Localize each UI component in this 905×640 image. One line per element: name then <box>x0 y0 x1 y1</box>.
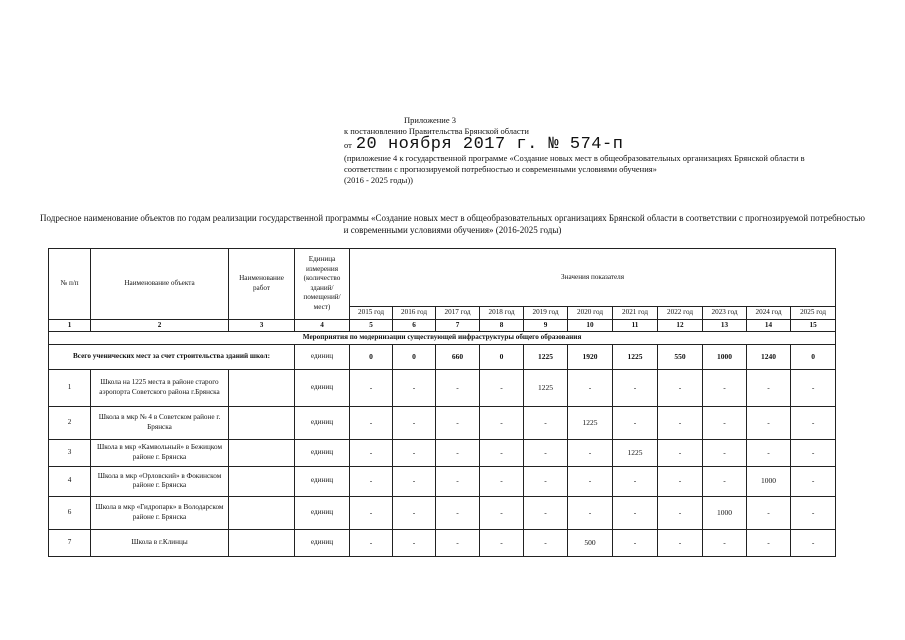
row-value-3: - <box>436 406 480 439</box>
total-value-9: 1000 <box>703 344 747 369</box>
row-value-11: - <box>791 496 836 529</box>
row-number: 6 <box>49 496 91 529</box>
total-value-5: 1225 <box>524 344 568 369</box>
row-value-5: - <box>524 439 568 466</box>
row-value-2: - <box>393 466 436 496</box>
row-value-9: - <box>703 369 747 406</box>
row-value-6: - <box>568 496 613 529</box>
table-row <box>49 529 836 556</box>
row-value-7: - <box>613 369 658 406</box>
row-value-4: - <box>480 439 524 466</box>
index-cell-9: 9 <box>524 319 568 332</box>
index-cell-13: 13 <box>703 319 747 332</box>
index-cell-1: 1 <box>49 319 91 332</box>
row-value-4: - <box>480 406 524 439</box>
row-unit: единиц <box>295 369 350 406</box>
section-title: Мероприятия по модернизации существующей инфраструктуры общего образования <box>49 332 836 345</box>
row-number: 2 <box>49 406 91 439</box>
total-value-2: 0 <box>393 344 436 369</box>
index-cell-2: 2 <box>91 319 229 332</box>
row-value-9: - <box>703 406 747 439</box>
row-value-9: - <box>703 439 747 466</box>
appendix-from-label: от <box>344 140 352 150</box>
header-object: Наименование объекта <box>91 249 229 320</box>
row-value-9: - <box>703 529 747 556</box>
appendix-date-number: 20 ноября 2017 г. № 574-п <box>355 135 624 154</box>
row-number: 1 <box>49 369 91 406</box>
row-value-10: - <box>747 406 791 439</box>
row-value-4: - <box>480 529 524 556</box>
total-value-4: 0 <box>480 344 524 369</box>
index-cell-15: 15 <box>791 319 836 332</box>
row-value-1: - <box>350 496 393 529</box>
row-value-3: - <box>436 466 480 496</box>
row-value-11: - <box>791 529 836 556</box>
year-header-9: 2023 год <box>703 307 747 320</box>
row-value-3: - <box>436 529 480 556</box>
row-object-name: Школа в мкр № 4 в Советском районе г. Брянска <box>91 406 229 439</box>
index-cell-5: 5 <box>350 319 393 332</box>
header-works: Наименование работ <box>229 249 295 320</box>
objects-table <box>48 248 836 557</box>
row-value-1: - <box>350 406 393 439</box>
row-value-9: 1000 <box>703 496 747 529</box>
row-works <box>229 466 295 496</box>
row-works <box>229 439 295 466</box>
index-row <box>49 319 836 332</box>
year-header-2: 2016 год <box>393 307 436 320</box>
section-row <box>49 332 836 345</box>
total-label: Всего ученических мест за счет строительства зданий школ: <box>49 344 295 369</box>
row-value-11: - <box>791 466 836 496</box>
row-value-1: - <box>350 529 393 556</box>
row-value-8: - <box>658 466 703 496</box>
row-value-6: 1225 <box>568 406 613 439</box>
row-value-7: 1225 <box>613 439 658 466</box>
year-header-3: 2017 год <box>436 307 480 320</box>
row-value-1: - <box>350 439 393 466</box>
total-value-8: 550 <box>658 344 703 369</box>
row-works <box>229 496 295 529</box>
header-values: Значения показателя <box>350 249 836 307</box>
row-value-6: - <box>568 466 613 496</box>
row-value-5: - <box>524 496 568 529</box>
appendix-block <box>344 115 834 186</box>
appendix-years-line: (2016 - 2025 годы)) <box>344 175 414 185</box>
row-value-4: - <box>480 369 524 406</box>
row-value-7: - <box>613 496 658 529</box>
year-header-4: 2018 год <box>480 307 524 320</box>
row-value-10: - <box>747 496 791 529</box>
year-header-10: 2024 год <box>747 307 791 320</box>
row-value-11: - <box>791 439 836 466</box>
row-value-11: - <box>791 406 836 439</box>
index-cell-14: 14 <box>747 319 791 332</box>
row-value-1: - <box>350 369 393 406</box>
row-value-10: - <box>747 529 791 556</box>
year-header-7: 2021 год <box>613 307 658 320</box>
row-object-name: Школа в мкр «Гидропарк» в Володарском районе г. Брянска <box>91 496 229 529</box>
total-unit: единиц <box>295 344 350 369</box>
total-value-6: 1920 <box>568 344 613 369</box>
row-works <box>229 369 295 406</box>
row-value-2: - <box>393 529 436 556</box>
row-value-3: - <box>436 496 480 529</box>
index-cell-10: 10 <box>568 319 613 332</box>
header-num: № п/п <box>49 249 91 320</box>
row-value-5: 1225 <box>524 369 568 406</box>
row-value-8: - <box>658 406 703 439</box>
total-value-3: 660 <box>436 344 480 369</box>
table-row <box>49 406 836 439</box>
header-row <box>49 249 836 307</box>
table-row <box>49 439 836 466</box>
row-value-2: - <box>393 496 436 529</box>
row-value-8: - <box>658 369 703 406</box>
row-value-5: - <box>524 529 568 556</box>
row-number: 3 <box>49 439 91 466</box>
row-value-2: - <box>393 439 436 466</box>
row-value-4: - <box>480 466 524 496</box>
row-value-7: - <box>613 406 658 439</box>
row-value-10: 1000 <box>747 466 791 496</box>
total-row <box>49 344 836 369</box>
row-value-10: - <box>747 369 791 406</box>
year-header-5: 2019 год <box>524 307 568 320</box>
total-value-10: 1240 <box>747 344 791 369</box>
row-number: 7 <box>49 529 91 556</box>
appendix-date-line <box>344 137 834 153</box>
year-header-8: 2022 год <box>658 307 703 320</box>
total-value-11: 0 <box>791 344 836 369</box>
row-value-6: - <box>568 439 613 466</box>
row-value-3: - <box>436 369 480 406</box>
row-works <box>229 529 295 556</box>
index-cell-6: 6 <box>393 319 436 332</box>
row-value-8: - <box>658 439 703 466</box>
row-value-8: - <box>658 529 703 556</box>
table-row <box>49 369 836 406</box>
row-works <box>229 406 295 439</box>
total-value-7: 1225 <box>613 344 658 369</box>
table-row <box>49 496 836 529</box>
document-title: Подресное наименование объектов по годам реализации государственной программы «Создание новых мест в общеобразовательных организациях Брянской области в соответствии с прогнозируемой потребностью и современными условиями обучения» (2016-2025 годы) <box>40 213 865 235</box>
row-value-6: 500 <box>568 529 613 556</box>
year-header-6: 2020 год <box>568 307 613 320</box>
index-cell-12: 12 <box>658 319 703 332</box>
row-unit: единиц <box>295 439 350 466</box>
row-unit: единиц <box>295 466 350 496</box>
row-object-name: Школа в мкр «Камвольный» в Бежицком районе г. Брянска <box>91 439 229 466</box>
year-header-11: 2025 год <box>791 307 836 320</box>
index-cell-3: 3 <box>229 319 295 332</box>
row-value-7: - <box>613 466 658 496</box>
year-header-1: 2015 год <box>350 307 393 320</box>
table-row <box>49 466 836 496</box>
row-object-name: Школа в г.Клинцы <box>91 529 229 556</box>
row-value-11: - <box>791 369 836 406</box>
index-cell-8: 8 <box>480 319 524 332</box>
row-value-8: - <box>658 496 703 529</box>
row-value-5: - <box>524 466 568 496</box>
appendix-title: Приложение 3 <box>404 115 456 125</box>
row-value-4: - <box>480 496 524 529</box>
row-value-2: - <box>393 369 436 406</box>
row-value-9: - <box>703 466 747 496</box>
row-value-1: - <box>350 466 393 496</box>
row-value-5: - <box>524 406 568 439</box>
row-object-name: Школа в мкр «Орловский» в Фокинском районе г. Брянска <box>91 466 229 496</box>
row-value-3: - <box>436 439 480 466</box>
row-number: 4 <box>49 466 91 496</box>
appendix-program-line: (приложение 4 к государственной программе «Создание новых мест в общеобразовательных организациях Брянской области в соответствии с прогнозируемой потребностью и современными условиями обучения» <box>344 153 805 174</box>
index-cell-11: 11 <box>613 319 658 332</box>
header-unit: Единица измерения (количество зданий/помещений/мест) <box>295 249 350 320</box>
index-cell-4: 4 <box>295 319 350 332</box>
row-value-10: - <box>747 439 791 466</box>
row-unit: единиц <box>295 496 350 529</box>
row-object-name: Школа на 1225 места в районе старого аэропорта Советского района г.Брянска <box>91 369 229 406</box>
row-unit: единиц <box>295 406 350 439</box>
row-value-7: - <box>613 529 658 556</box>
appendix-resolution-line: к постановлению Правительства Брянской области <box>344 126 529 136</box>
row-value-6: - <box>568 369 613 406</box>
total-value-1: 0 <box>350 344 393 369</box>
index-cell-7: 7 <box>436 319 480 332</box>
row-value-2: - <box>393 406 436 439</box>
row-unit: единиц <box>295 529 350 556</box>
